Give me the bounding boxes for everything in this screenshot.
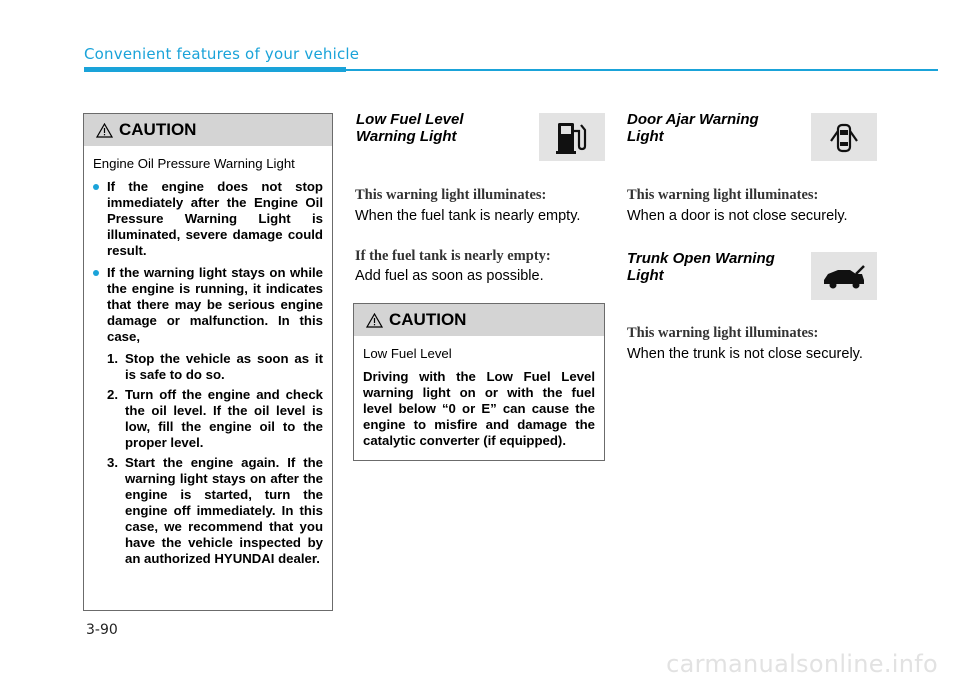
caution-label: CAUTION [389, 310, 467, 329]
trunk-open-illuminates-heading: This warning light illuminates: [627, 325, 819, 341]
low-fuel-empty-heading: If the fuel tank is nearly empty: [355, 248, 551, 264]
door-ajar-title: Door Ajar Warning Light [627, 111, 759, 145]
caution-label: CAUTION [119, 120, 197, 139]
warning-triangle-icon [96, 123, 113, 138]
caution-step: 1. Stop the vehicle as soon as it is safe to do so. [107, 351, 323, 382]
oil-pressure-caution-box [83, 113, 333, 611]
low-fuel-caution-box [353, 303, 605, 461]
bullet-dot-icon [93, 184, 99, 190]
door-ajar-illuminates-text: When a door is not close securely. [627, 208, 848, 224]
low-fuel-icon-box [539, 113, 605, 161]
section-title: Convenient features of your vehicle [84, 45, 360, 63]
warning-triangle-icon [366, 313, 383, 328]
low-fuel-empty-text: Add fuel as soon as possible. [355, 268, 544, 284]
header-rule-thin [346, 69, 938, 71]
trunk-open-icon [820, 260, 868, 292]
caution-step: 2. Turn off the engine and check the oil level. If the oil level is low, fill the engine oil to the proper level. [107, 387, 323, 450]
caution-header [354, 304, 604, 336]
caution-step: 3. Start the engine again. If the warning light stays on after the engine is started, turn the engine off immediately. In this case, we recommend that you have the vehicle inspected by an authorized HYUNDAI dealer. [107, 455, 323, 566]
door-ajar-icon-box [811, 113, 877, 161]
low-fuel-title: Low Fuel Level Warning Light [356, 111, 464, 145]
low-fuel-illuminates-text: When the fuel tank is nearly empty. [355, 208, 581, 224]
caution-bullet: If the engine does not stop immediately after the Engine Oil Pressure Warning Light is illuminated, severe damage could result. [93, 179, 323, 259]
caution-header [84, 114, 332, 146]
bullet-dot-icon [93, 270, 99, 276]
low-fuel-illuminates-heading: This warning light illuminates: [355, 187, 547, 203]
caution-bullet: If the warning light stays on while the engine is running, it indicates that there may be serious engine damage or malfunction. In this case, [93, 265, 323, 345]
door-ajar-illuminates-heading: This warning light illuminates: [627, 187, 819, 203]
caution-text: Driving with the Low Fuel Level warning light on or with the fuel level below “0 or E” can cause the engine to misfire and damage the catalytic converter (if equipped). [363, 369, 595, 448]
watermark: carmanualsonline.info [666, 650, 938, 678]
trunk-open-title: Trunk Open Warning Light [627, 250, 775, 284]
caution-title: Engine Oil Pressure Warning Light [93, 156, 295, 171]
page-number: 3-90 [86, 622, 118, 638]
door-ajar-icon [824, 117, 864, 157]
trunk-open-illuminates-text: When the trunk is not close securely. [627, 346, 863, 362]
caution-title: Low Fuel Level [363, 346, 452, 361]
trunk-open-icon-box [811, 252, 877, 300]
header-rule-thick [84, 67, 346, 72]
caution-steps [93, 351, 323, 567]
fuel-pump-icon [555, 119, 589, 155]
